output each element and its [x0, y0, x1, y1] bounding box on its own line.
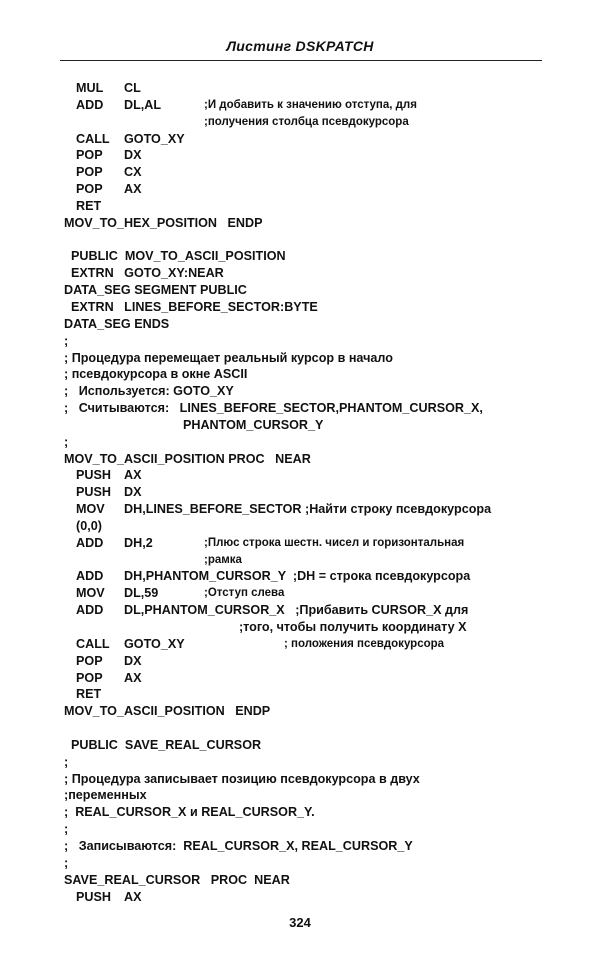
- code-line: [64, 501, 544, 518]
- code-line: [64, 147, 544, 164]
- code-line: [64, 215, 544, 232]
- code-text: MOV_TO_ASCII_POSITION PROC NEAR: [64, 451, 311, 466]
- code-mnemonic: POP: [76, 653, 103, 668]
- code-text: ; Записываются: REAL_CURSOR_X, REAL_CURSOR_Y: [64, 838, 413, 853]
- code-line: [64, 821, 544, 838]
- code-text: ;: [64, 822, 69, 837]
- code-line: [64, 787, 544, 804]
- code-operand: GOTO_XY: [124, 636, 185, 651]
- code-text: DATA_SEG ENDS: [64, 316, 170, 331]
- code-line: [64, 400, 544, 417]
- code-text: ; Процедура перемещает реальный курсор в начало: [64, 350, 393, 365]
- code-line: [64, 653, 544, 670]
- code-line: [64, 737, 544, 754]
- code-operand: DL,AL: [124, 97, 162, 112]
- code-line: [64, 535, 544, 552]
- code-text: EXTRN GOTO_XY:NEAR: [64, 266, 224, 281]
- code-text: MOV_TO_HEX_POSITION ENDP: [64, 215, 263, 230]
- code-line: [64, 855, 544, 872]
- code-line: [64, 131, 544, 148]
- code-line: [64, 417, 544, 434]
- code-mnemonic: POP: [76, 148, 103, 163]
- code-mnemonic: RET: [76, 198, 102, 213]
- code-operand: DL,59: [124, 586, 159, 601]
- code-line: [64, 80, 544, 97]
- code-mnemonic: ADD: [76, 569, 104, 584]
- code-operand: DL,PHANTOM_CURSOR_X ;Прибавить CURSOR_X для: [124, 603, 469, 618]
- code-line: [64, 754, 544, 771]
- code-text: PUBLIC SAVE_REAL_CURSOR: [64, 737, 262, 752]
- code-line: [64, 889, 544, 906]
- code-line: [64, 585, 544, 602]
- code-line: [64, 350, 544, 367]
- code-operand: CL: [124, 81, 141, 95]
- code-comment: ;Отступ слева: [204, 587, 285, 600]
- page-header: Листинг DSKPATCH: [226, 38, 374, 54]
- code-line: [64, 467, 544, 484]
- code-line: [64, 872, 544, 889]
- code-line: [64, 568, 544, 585]
- code-operand: CX: [124, 165, 142, 180]
- code-line: [64, 114, 544, 131]
- code-mnemonic: ADD: [76, 535, 104, 550]
- code-line: [64, 299, 544, 316]
- code-mnemonic: PUSH: [76, 485, 111, 500]
- code-line: [64, 248, 544, 265]
- code-line: [64, 164, 544, 181]
- code-text: ;: [64, 434, 69, 449]
- code-text: DATA_SEG SEGMENT PUBLIC: [64, 283, 247, 298]
- code-text: MOV_TO_ASCII_POSITION ENDP: [64, 704, 271, 719]
- code-mnemonic: CALL: [76, 131, 110, 146]
- code-mnemonic: CALL: [76, 636, 110, 651]
- code-line: [64, 434, 544, 451]
- code-operand: AX: [124, 468, 142, 483]
- code-line: [64, 804, 544, 821]
- code-text: ;: [64, 855, 69, 870]
- code-line: [64, 366, 544, 383]
- code-mnemonic: POP: [76, 165, 103, 180]
- code-listing: [64, 80, 544, 905]
- code-mnemonic: POP: [76, 182, 103, 197]
- code-mnemonic: (0,0): [76, 518, 102, 533]
- code-line: [64, 383, 544, 400]
- code-line: [64, 518, 544, 535]
- code-text: EXTRN LINES_BEFORE_SECTOR:BYTE: [64, 299, 318, 314]
- code-line: [64, 198, 544, 215]
- code-comment: ;И добавить к значению отступа, для: [204, 98, 417, 111]
- code-line: [64, 316, 544, 333]
- code-line: [64, 97, 544, 114]
- code-text: ; Используется: GOTO_XY: [64, 384, 234, 399]
- code-mnemonic: RET: [76, 687, 102, 702]
- code-line: [64, 619, 544, 636]
- code-mnemonic: POP: [76, 670, 103, 685]
- code-comment: ;получения столбца псевдокурсора: [204, 115, 409, 128]
- code-text: ;переменных: [64, 788, 147, 803]
- code-mnemonic: MOV: [76, 586, 105, 601]
- code-operand: AX: [124, 182, 142, 197]
- code-line: [64, 552, 544, 569]
- code-text: SAVE_REAL_CURSOR PROC NEAR: [64, 872, 290, 887]
- code-line: [64, 720, 544, 737]
- code-mnemonic: MOV: [76, 502, 105, 517]
- code-text: PUBLIC MOV_TO_ASCII_POSITION: [64, 249, 286, 264]
- code-line: [64, 703, 544, 720]
- header-rule: [60, 60, 542, 61]
- code-text: ; REAL_CURSOR_X и REAL_CURSOR_Y.: [64, 805, 315, 820]
- code-mnemonic: ADD: [76, 603, 104, 618]
- code-line: [64, 232, 544, 249]
- code-line: [64, 686, 544, 703]
- code-mnemonic: PUSH: [76, 889, 111, 904]
- code-operand: DX: [124, 148, 142, 163]
- code-line: [64, 670, 544, 687]
- code-text: ;того, чтобы получить координату X: [64, 620, 467, 634]
- code-line: [64, 484, 544, 501]
- code-line: [64, 282, 544, 299]
- code-text: PHANTOM_CURSOR_Y: [64, 417, 324, 432]
- code-operand: DH,PHANTOM_CURSOR_Y ;DH = строка псевдокурсора: [124, 569, 471, 584]
- code-line: [64, 838, 544, 855]
- code-line: [64, 265, 544, 282]
- code-mnemonic: MUL: [76, 81, 104, 95]
- code-operand: GOTO_XY: [124, 131, 185, 146]
- code-operand: AX: [124, 889, 142, 904]
- code-operand: AX: [124, 670, 142, 685]
- code-mnemonic: PUSH: [76, 468, 111, 483]
- page-number: 324: [289, 915, 311, 930]
- code-operand: DX: [124, 653, 142, 668]
- code-line: [64, 602, 544, 619]
- code-text: ;: [64, 754, 69, 769]
- code-operand: DH,LINES_BEFORE_SECTOR ;Найти строку псевдокурсора: [124, 502, 492, 517]
- code-operand: DX: [124, 485, 142, 500]
- code-mnemonic: ADD: [76, 97, 104, 112]
- code-line: [64, 771, 544, 788]
- code-text: ; Процедура записывает позицию псевдокурсора в двух: [64, 771, 420, 786]
- code-text: ; псевдокурсора в окне ASCII: [64, 367, 248, 382]
- code-text: ;: [64, 333, 69, 348]
- code-line: [64, 636, 544, 653]
- code-text: ; Считываются: LINES_BEFORE_SECTOR,PHANTOM_CURSOR_X,: [64, 401, 483, 416]
- code-line: [64, 181, 544, 198]
- code-operand: DH,2: [124, 535, 153, 550]
- code-comment: ;Плюс строка шестн. чисел и горизонтальная: [204, 536, 465, 549]
- code-line: [64, 451, 544, 468]
- code-comment: ; положения псевдокурсора: [284, 637, 445, 650]
- code-comment: ;рамка: [204, 553, 242, 566]
- code-line: [64, 333, 544, 350]
